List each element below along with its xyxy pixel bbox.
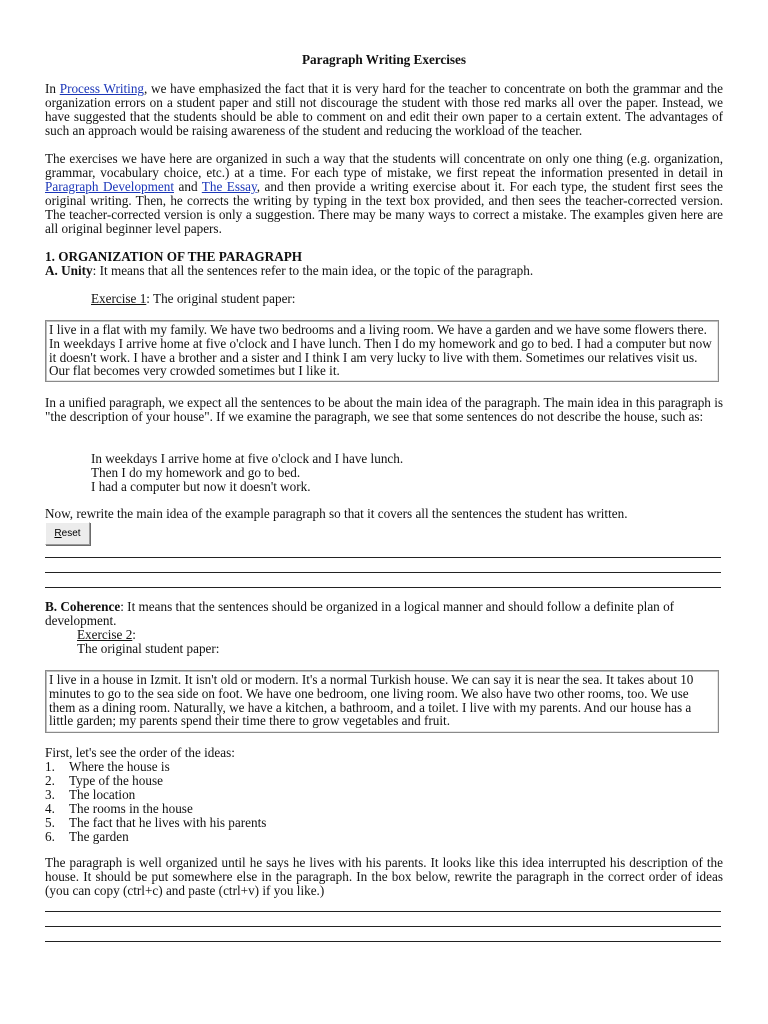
quote-line: I had a computer but now it doesn't work. — [91, 479, 311, 494]
list-item-number: 5. — [45, 815, 55, 830]
unity-label: A. Unity — [45, 263, 93, 278]
intro1-text-start: In — [45, 81, 60, 96]
answer-line[interactable] — [45, 573, 721, 588]
answer-lines-2[interactable] — [45, 897, 723, 942]
exercise-1-label: Exercise 1 — [91, 291, 147, 306]
answer-lines-1[interactable] — [45, 543, 723, 588]
list-item — [45, 788, 723, 802]
unity-definition — [45, 264, 723, 278]
paragraph-development-link[interactable]: Paragraph Development — [45, 179, 174, 194]
quote-line: Then I do my homework and go to bed. — [91, 465, 301, 480]
list-item-text: The rooms in the house — [69, 801, 193, 816]
list-item-number: 1. — [45, 759, 55, 774]
list-item-number: 6. — [45, 829, 55, 844]
intro2-text-start: The exercises we have here are organized in such a way that the students will concentrate on only one thing (e.g. organization, grammar, vocabulary choice, etc.) at a time. For each type of mistake, we first repeat the information presented in detail in — [45, 151, 723, 180]
list-item-text: The location — [69, 787, 136, 802]
list-item — [45, 830, 723, 844]
answer-line[interactable] — [45, 897, 721, 912]
student-paper-1-box[interactable]: I live in a flat with my family. We have two bedrooms and a living room. We have a garden and we have some flowers there. In weekdays I arrive home at five o'clock and I have lunch. Then I do my homework and go to bed. I had a computer but now it doesn't work. I have a brother and a sister and I think I am very lucky to live with them. Sometimes our relatives visit us. Our flat becomes very crowded sometimes but I like it. — [45, 320, 719, 382]
page-title: Paragraph Writing Exercises — [301, 52, 467, 67]
intro1-text-end: , we have emphasized the fact that it is very hard for the teacher to concentrate on both the grammar and the organization errors on a student paper and still not discourage the student with those red marks all over the paper. Instead, we have suggested that the students should be able to comment on and edit their own paper to a certain extent. The advantages of such an approach would be raising awareness of the student and reducing the workload of the teacher. — [45, 81, 723, 138]
quote-line: In weekdays I arrive home at five o'clock and I have lunch. — [91, 451, 404, 466]
order-intro: First, let's see the order of the ideas: — [45, 745, 235, 760]
exercise-1-text: : The original student paper: — [146, 291, 296, 306]
list-item-text: Where the house is — [69, 759, 170, 774]
quoted-sentences — [91, 452, 691, 494]
answer-line[interactable] — [45, 543, 721, 558]
ideas-list — [45, 760, 723, 844]
reset-button[interactable] — [45, 522, 90, 545]
exercise-2-title — [77, 628, 677, 642]
rewrite-instruction: Now, rewrite the main idea of the example paragraph so that it covers all the sentences the student has written. — [45, 506, 628, 521]
section-1-heading: 1. ORGANIZATION OF THE PARAGRAPH — [45, 249, 303, 264]
exercise-2-label: Exercise 2 — [77, 627, 133, 642]
answer-line[interactable] — [45, 927, 721, 942]
list-item — [45, 816, 723, 830]
list-item-number: 2. — [45, 773, 55, 788]
coherence-closing: The paragraph is well organized until he says he lives with his parents. It looks like this idea interrupted his description of the house. It should be put somewhere else in the paragraph. In the box below, rewrite the paragraph in the correct order of ideas (you can copy (ctrl+c) and paste (ctrl+v) if you like.) — [45, 855, 723, 898]
answer-line[interactable] — [45, 558, 721, 573]
list-item-text: The garden — [69, 829, 129, 844]
list-item — [45, 760, 723, 774]
list-item-number: 4. — [45, 801, 55, 816]
intro2-text-and: and — [174, 179, 202, 194]
the-essay-link[interactable]: The Essay — [201, 179, 257, 194]
answer-line[interactable] — [45, 912, 721, 927]
reset-mnemonic: R — [54, 528, 62, 539]
reset-rest: eset — [61, 528, 81, 539]
unity-text: : It means that all the sentences refer to the main idea, or the topic of the paragraph. — [92, 263, 534, 278]
coherence-label: B. Coherence — [45, 599, 121, 614]
coherence-definition — [45, 600, 723, 628]
exercise-2-subtitle: The original student paper: — [77, 641, 220, 656]
list-item — [45, 802, 723, 816]
list-item — [45, 774, 723, 788]
list-item-text: Type of the house — [69, 773, 163, 788]
process-writing-link[interactable]: Process Writing — [59, 81, 145, 96]
list-item-text: The fact that he lives with his parents — [69, 815, 267, 830]
exercise-1-title — [91, 292, 691, 306]
list-item-number: 3. — [45, 787, 55, 802]
intro-paragraph-2 — [45, 152, 723, 236]
student-paper-2-box[interactable]: I live in a house in Izmit. It isn't old or modern. It's a normal Turkish house. We can say it is near the sea. It takes about 10 minutes to go to the sea side on foot. We have one bedroom, one living room. We also have two other rooms, too. We use them as a dining room. Naturally, we have a kitchen, a bathroom, and a toilet. I live with my parents. And our house has a little garden; my parents spend their time there to grow vegetables and fruit. — [45, 670, 719, 733]
exercise-2-colon: : — [132, 627, 136, 642]
intro2-text-end: , and then provide a writing exercise about it. For each type, the student first sees the original writing. Then, he corrects the writing by typing in the text box provided, and then sees the teacher-corrected version. The teacher-corrected version is only a suggestion. There may be many ways to correct a mistake. The examples given here are all original beginner level papers. — [45, 179, 723, 236]
unity-explanation: In a unified paragraph, we expect all the sentences to be about the main idea of the paragraph. The main idea in this paragraph is "the description of your house". If we examine the paragraph, we see that some sentences do not describe the house, such as: — [45, 395, 723, 424]
coherence-text: : It means that the sentences should be organized in a logical manner and should follow a definite plan of development. — [45, 599, 675, 628]
intro-paragraph-1 — [45, 82, 723, 138]
